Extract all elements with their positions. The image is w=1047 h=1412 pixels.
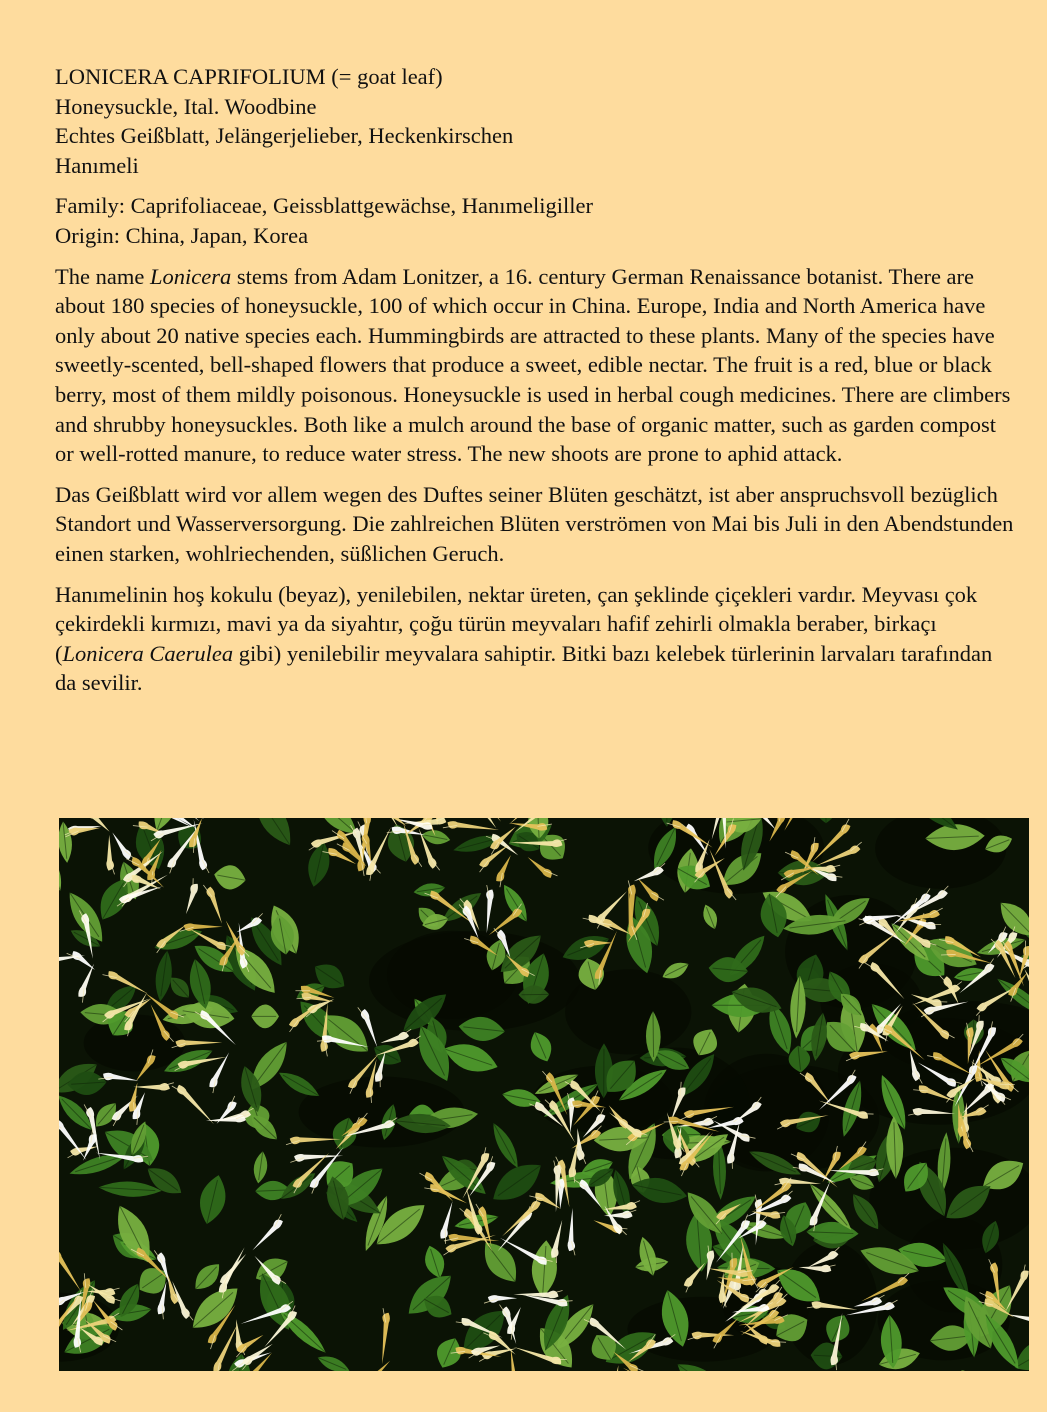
latin-name-line: LONICERA CAPRIFOLIUM (= goat leaf): [55, 64, 443, 89]
english-name-line: Honeysuckle, Ital. Woodbine: [55, 93, 317, 119]
turkish-text-start: Hanımelinin hoş kokulu (beyaz), yenilebilen, nektar üreten, çan şeklinde çiçekleri vardır. Meyvası çok çekirdekli kırmızı, mavi ya da siyahtır, çoğu türün meyvaları hafif zehirli olmakla beraber, birkaçı (: [55, 581, 978, 666]
species-names: [55, 62, 1015, 180]
taxonomy-info: [55, 191, 1015, 250]
document-text: [55, 62, 1015, 709]
honeysuckle-photo-image: [59, 818, 1029, 1371]
turkish-paragraph: [55, 580, 1015, 698]
german-name-line: Echtes Geißblatt, Jelängerjelieber, Heckenkirschen: [55, 123, 514, 149]
english-text-rest: stems from Adam Lonitzer, a 16. century German Renaissance botanist. There are about 180 species of honeysuckle, 100 of which occur in China. Europe, India and North America have only about 20 native species each. Hummingbirds are attracted to these plants. Many of the species have sweetly-scented, bell-shaped flowers that produce a sweet, edible nectar. The fruit is a red, blue or black berry, most of them mildly poisonous. Honeysuckle is used in herbal cough medicines. There are climbers and shrubby honeysuckles. Both like a mulch around the base of organic matter, such as garden compost or well-rotted manure, to reduce water stress. The new shoots are prone to aphid attack.: [55, 263, 1011, 467]
german-paragraph: Das Geißblatt wird vor allem wegen des Duftes seiner Blüten geschätzt, ist aber anspruchsvoll bezüglich Standort und Wasserversorgung. Die zahlreichen Blüten verströmen von Mai bis Juli in den Abendstunden einen starken, wohlriechenden, süßlichen Geruch.: [55, 481, 1014, 566]
english-text-start: The name: [55, 263, 150, 289]
turkish-italic-name: Lonicera Caerulea: [62, 640, 234, 666]
english-italic-name: Lonicera: [149, 263, 232, 289]
turkish-name-line: Hanımeli: [55, 152, 139, 178]
origin-line: Origin: China, Japan, Korea: [55, 222, 309, 248]
honeysuckle-photo: [59, 818, 1029, 1371]
english-paragraph: [55, 262, 1015, 469]
turkish-text-rest: gibi) yenilebilir meyvalara sahiptir. Bitki bazı kelebek türlerinin larvaları tarafından da sevilir.: [55, 640, 993, 696]
family-line: Family: Caprifoliaceae, Geissblattgewächse, Hanımeligiller: [55, 193, 593, 219]
